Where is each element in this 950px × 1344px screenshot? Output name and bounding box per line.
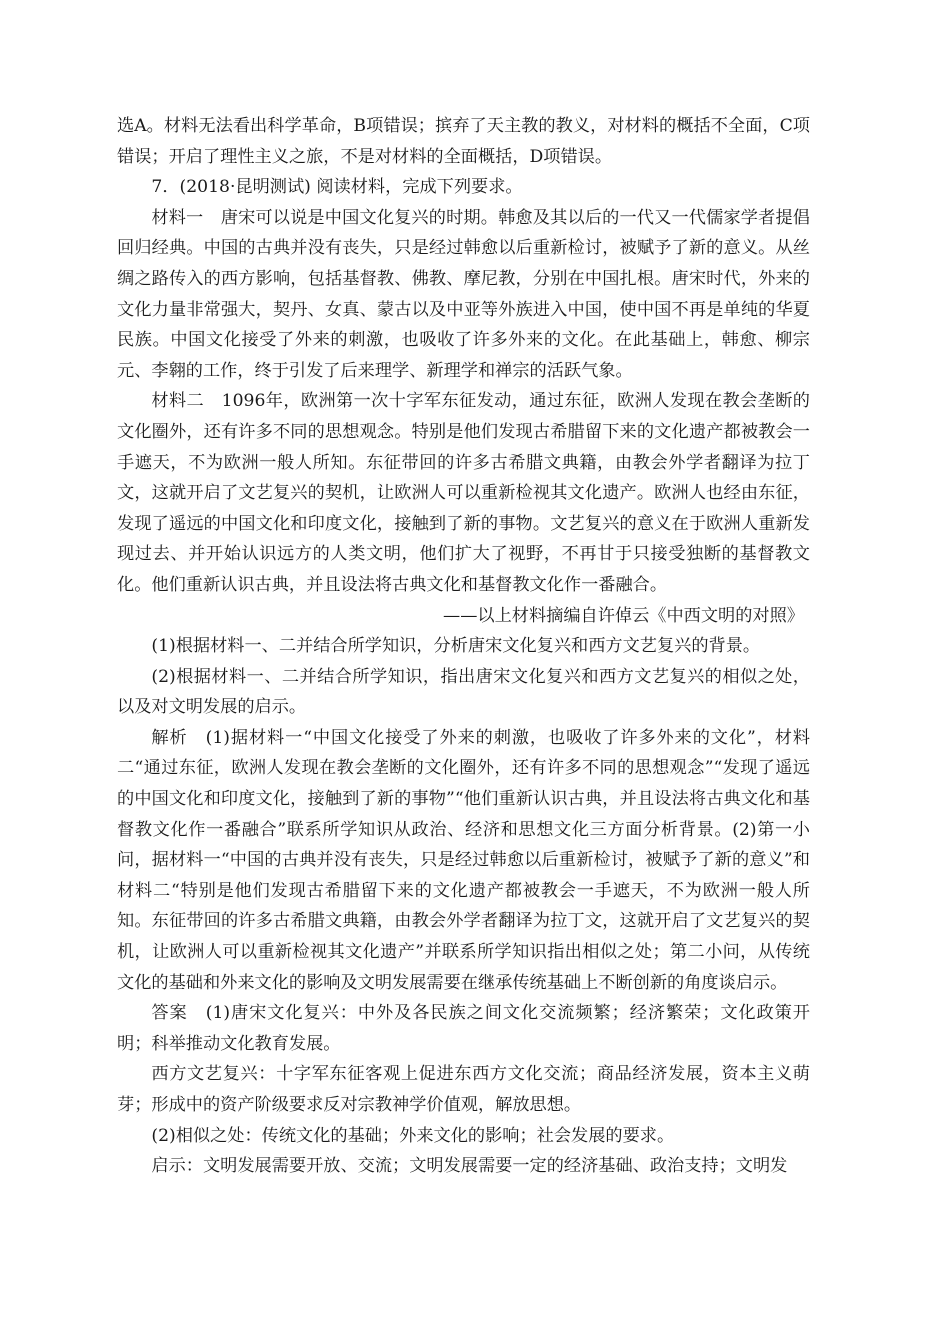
- material-two: 材料二 1096年，欧洲第一次十字军东征发动，通过东征，欧洲人发现在教会垄断的文化圈外，还有许多不同的思想观念。特别是他们发现古希腊留下来的文化遗产都被教会一手遮天，不为欧洲一般人所知。东征带回的许多古希腊文典籍，由教会外学者翻译为拉丁文，这就开启了文艺复兴的契机，让欧洲人可以重新检视其文化遗产。欧洲人也经由东征，发现了遥远的中国文化和印度文化，接触到了新的事物。文艺复兴的意义在于欧洲人重新发现过去、并开始认识远方的人类文明，他们扩大了视野，不再甘于只接受独断的基督教文化。他们重新认识古典，并且设法将古典文化和基督教文化作一番融合。: [117, 391, 810, 595]
- source-citation: ——以上材料摘编自许倬云《中西文明的对照》: [443, 605, 804, 626]
- material-one: 材料一 唐宋可以说是中国文化复兴的时期。韩愈及其以后的一代又一代儒家学者提倡回归经典。中国的古典并没有丧失，只是经过韩愈以后重新检讨，被赋予了新的意义。从丝绸之路传入的西方影响，包括基督教、佛教、摩尼教，分别在中国扎根。唐宋时代，外来的文化力量非常强大，契丹、女真、蒙古以及中亚等外族进入中国，使中国不再是单纯的华夏民族。中国文化接受了外来的刺激，也吸收了许多外来的文化。在此基础上，韩愈、柳宗元、李翱的工作，终于引发了后来理学、新理学和禅宗的活跃气象。: [117, 207, 810, 381]
- question-7-heading: 7．(2018·昆明测试) 阅读材料，完成下列要求。: [151, 177, 523, 198]
- analysis-paragraph: 解析 (1)据材料一“中国文化接受了外来的刺激，也吸收了许多外来的文化”，材料二“通过东征，欧洲人发现在教会垄断的文化圈外，还有许多不同的思想观念”“发现了遥远的中国文化和印度文化，接触到了新的事物”“他们重新认识古典，并且设法将古典文化和基督教文化作一番融合”联系所学知识从政治、经济和思想文化三方面分析背景。(2)第一小问，据材料一“中国的古典并没有丧失，只是经过韩愈以后重新检讨，被赋予了新的意义”和材料二“特别是他们发现古希腊留下来的文化遗产都被教会一手遮天，不为欧洲一般人所知。东征带回的许多古希腊文典籍，由教会外学者翻译为拉丁文，这就开启了文艺复兴的契机，让欧洲人可以重新检视其文化遗产”并联系所学知识指出相似之处；第二小问，从传统文化的基础和外来文化的影响及文明发展需要在继承传统基础上不断创新的角度谈启示。: [117, 727, 810, 993]
- answer-part-2-similarities: (2)相似之处：传统文化的基础；外来文化的影响；社会发展的要求。: [151, 1125, 675, 1146]
- question-part-2: (2)根据材料一、二并结合所学知识，指出唐宋文化复兴和西方文艺复兴的相似之处，以及对文明发展的启示。: [117, 666, 810, 718]
- question-part-1: (1)根据材料一、二并结合所学知识，分析唐宋文化复兴和西方文艺复兴的背景。: [151, 636, 761, 657]
- answer-part-2-insights: 启示：文明发展需要开放、交流；文明发展需要一定的经济基础、政治支持；文明发: [151, 1156, 788, 1177]
- answer-west-renaissance: 西方文艺复兴：十字军东征客观上促进东西方文化交流；商品经济发展，资本主义萌芽；形成中的资产阶级要求反对宗教神学价值观，解放思想。: [117, 1064, 810, 1115]
- document-body: [117, 111, 810, 1182]
- answer-part-1: 答案 (1)唐宋文化复兴：中外及各民族之间文化交流频繁；经济繁荣；文化政策开明；科举推动文化教育发展。: [117, 1003, 810, 1054]
- answer-continuation: 选A。材料无法看出科学革命，B项错误；摈弃了天主教的教义，对材料的概括不全面，C项错误；开启了理性主义之旅，不是对材料的全面概括，D项错误。: [117, 116, 810, 167]
